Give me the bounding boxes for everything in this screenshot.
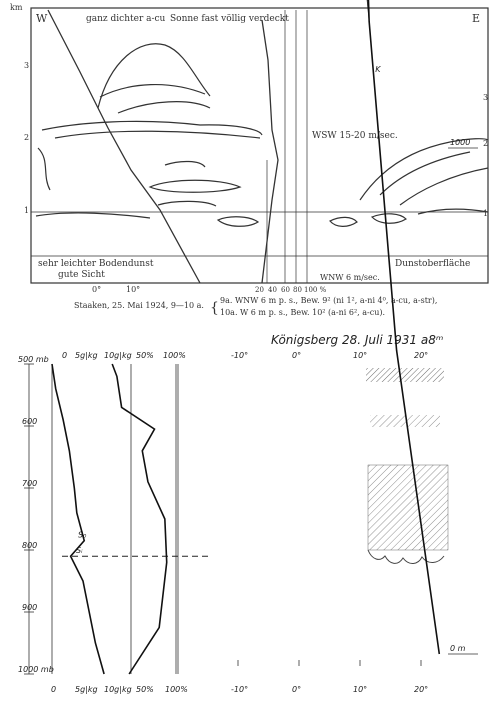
left-bottom-label-100: 100% bbox=[165, 685, 188, 694]
left-top-label-5g: 5g|kg bbox=[75, 351, 98, 360]
top-chart bbox=[0, 0, 500, 322]
annotation-dunst-top: Dunstoberfläche bbox=[395, 259, 471, 269]
annotation-wind-upper: WSW 15-20 m/sec. bbox=[312, 131, 398, 141]
cloud-layer-middle bbox=[370, 415, 440, 427]
annotation-dunst: sehr leichter Bodendunst bbox=[38, 259, 154, 269]
km-tick-3: 3 bbox=[24, 61, 30, 70]
pressure-tick-500: 500 mb bbox=[18, 355, 49, 364]
caption-line-2: 10a. W 6 m p. s., Bew. 10² (a-ni 6², a-cu). bbox=[220, 308, 386, 317]
west-label: W bbox=[36, 12, 48, 25]
relative-humidity-series bbox=[112, 364, 167, 674]
height-tick-0: 0 m bbox=[450, 644, 466, 653]
left-chart bbox=[18, 351, 212, 694]
km-unit-label: km bbox=[10, 3, 23, 12]
cloud-layer-top bbox=[366, 368, 444, 382]
specific-humidity-series bbox=[52, 364, 104, 674]
annotation-sun: Sonne fast völlig verdeckt bbox=[170, 14, 289, 24]
temp-top-tick-10: 10° bbox=[353, 351, 368, 360]
pressure-tick-900: 900 bbox=[22, 603, 38, 612]
km-tick-3-right: 3 bbox=[483, 93, 489, 102]
annotation-cloud-top: ganz dichter a-cu bbox=[86, 14, 166, 24]
caption-left: Staaken, 25. Mai 1924, 9—10 a. bbox=[74, 301, 204, 310]
pressure-tick-1000: 1000 mb bbox=[18, 665, 54, 674]
temp-top-tick-0: 0° bbox=[292, 351, 302, 360]
hum-tick-60: 60 bbox=[281, 286, 290, 294]
pressure-tick-800: 800 bbox=[22, 541, 38, 550]
temp-tick-10: 10° bbox=[126, 285, 141, 294]
left-top-label-50: 50% bbox=[136, 351, 154, 360]
annotation-wind-lower: WNW 6 m/sec. bbox=[320, 273, 380, 282]
height-tick-1000: 1000 bbox=[450, 138, 471, 147]
temp-top-tick-20: 20° bbox=[414, 351, 429, 360]
annotation-si: Sᵢ bbox=[76, 546, 83, 556]
pressure-tick-600: 600 bbox=[22, 417, 38, 426]
temp-bottom-tick-minus10: -10° bbox=[231, 685, 249, 694]
hum-tick-100: 100 % bbox=[304, 286, 327, 294]
left-top-label-100: 100% bbox=[163, 351, 186, 360]
hum-tick-20: 20 bbox=[255, 286, 264, 294]
left-bottom-label-5g: 5g|kg bbox=[75, 685, 98, 694]
annotation-visibility: gute Sicht bbox=[58, 270, 105, 280]
caption-brace: { bbox=[210, 300, 219, 316]
left-top-label-0: 0 bbox=[62, 351, 68, 360]
annotation-s0: S₀ bbox=[78, 530, 87, 540]
pressure-tick-700: 700 bbox=[22, 479, 38, 488]
temp-bottom-tick-20: 20° bbox=[414, 685, 429, 694]
left-top-label-10g: 10g|kg bbox=[104, 351, 132, 360]
hum-tick-40: 40 bbox=[268, 286, 277, 294]
temp-bottom-tick-10: 10° bbox=[353, 685, 368, 694]
left-bottom-label-0: 0 bbox=[51, 685, 57, 694]
cloud-block-main bbox=[368, 465, 448, 550]
caption-line-1: 9a. WNW 6 m p. s., Bew. 9² (ni 1², a-ni 4⁰, a-cu, a-str), bbox=[220, 296, 438, 305]
east-label: E bbox=[472, 12, 481, 25]
temp-top-tick-minus10: -10° bbox=[231, 351, 249, 360]
km-tick-1: 1 bbox=[24, 206, 30, 215]
hum-tick-80: 80 bbox=[293, 286, 302, 294]
km-tick-2-right: 2 bbox=[483, 139, 489, 148]
bottom-title: Königsberg 28. Juli 1931 a8ᵐ bbox=[271, 333, 444, 347]
annotation-k: K bbox=[375, 65, 381, 75]
left-bottom-label-10g: 10g|kg bbox=[104, 685, 132, 694]
km-tick-1-right: 1 bbox=[483, 209, 489, 218]
temp-tick-0: 0° bbox=[92, 285, 102, 294]
temp-bottom-tick-0: 0° bbox=[292, 685, 302, 694]
cloud-base bbox=[368, 550, 444, 564]
left-bottom-label-50: 50% bbox=[136, 685, 154, 694]
km-tick-2: 2 bbox=[24, 133, 30, 142]
